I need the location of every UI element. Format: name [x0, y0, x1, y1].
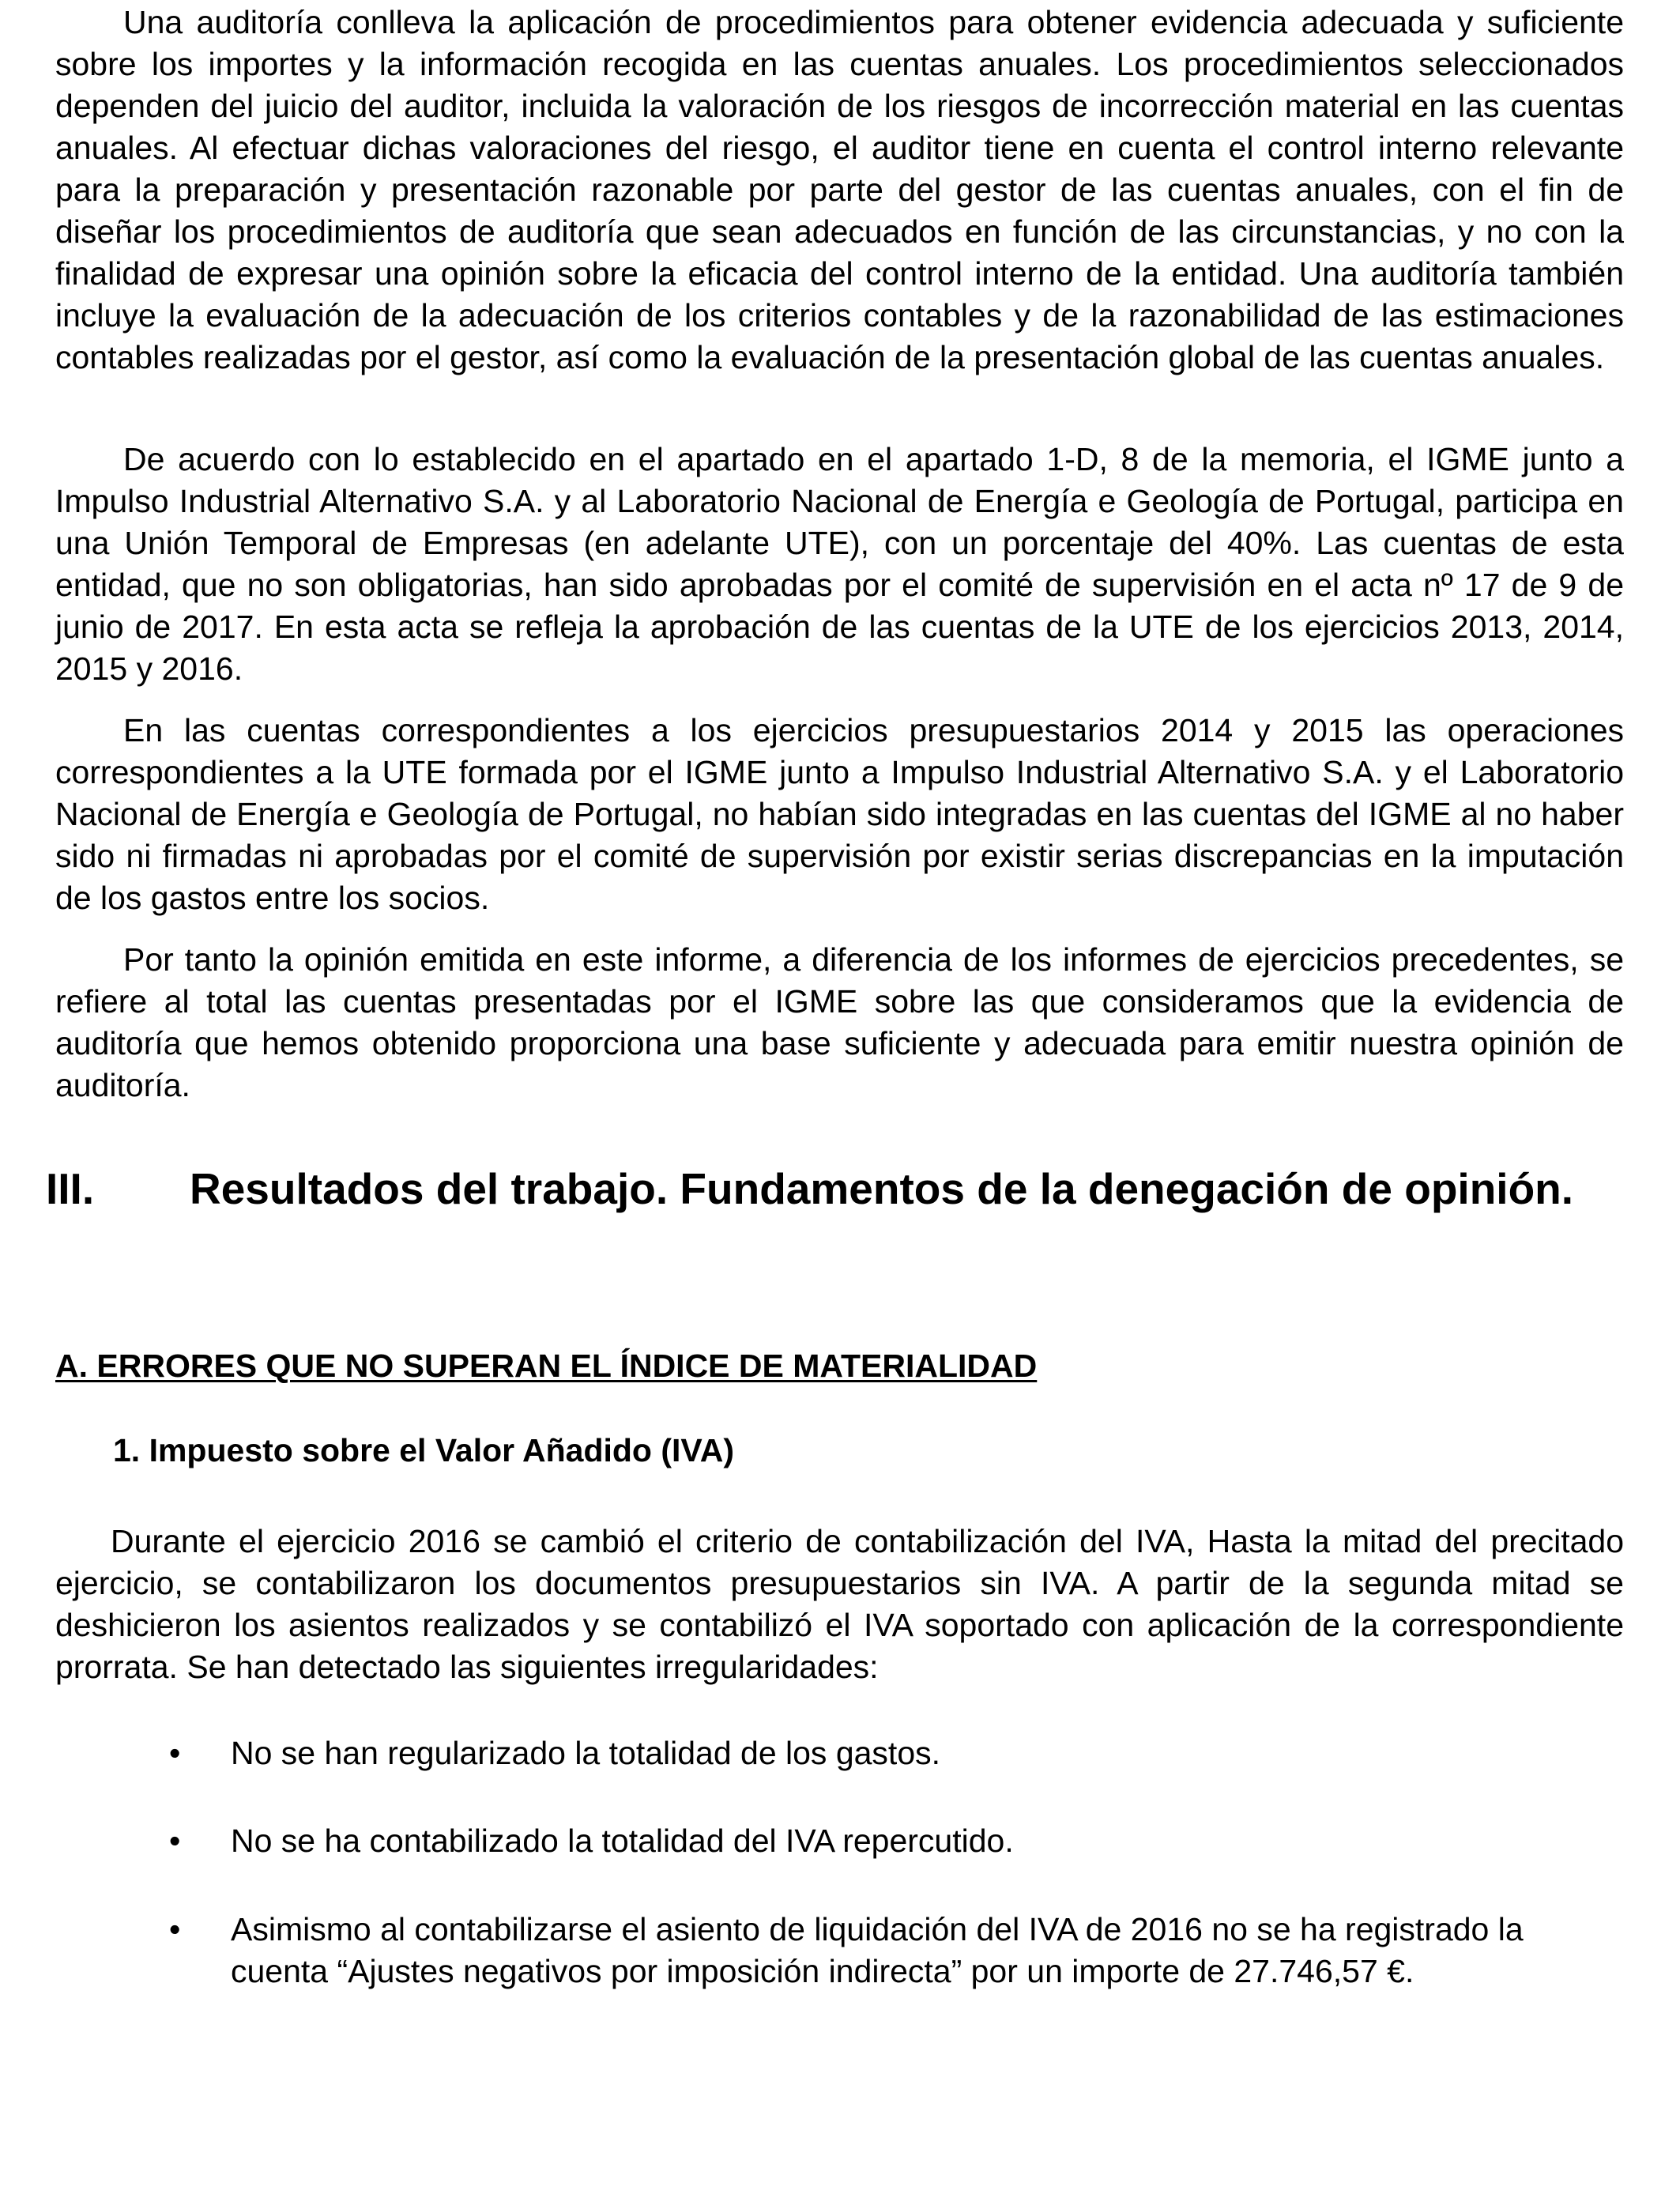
bullet-icon: •	[169, 1735, 181, 1771]
paragraph-opinion-scope: Por tanto la opinión emitida en este informe, a diferencia de los informes de ejercicios precedentes, se refiere al total las cuentas presentadas por el IGME sobre las que consideramos que la evidencia de auditoría que hemos obtenido proporciona una base suficiente y adecuada para emitir nuestra opinión de auditoría.	[55, 941, 1624, 1103]
paragraph-iva-criteria: Durante el ejercicio 2016 se cambió el criterio de contabilización del IVA, Hasta la mitad del precitado ejercicio, se contabilizaron los documentos presupuestarios sin IVA. A partir de la segunda mitad se deshicieron los asientos realizados y se contabilizó el IVA soportado con aplicación de la correspondiente prorrata. Se han detectado las siguientes irregularidades:	[55, 1523, 1624, 1685]
subsection-heading-iva: 1. Impuesto sobre el Valor Añadido (IVA)	[113, 1432, 734, 1468]
bullet-icon: •	[169, 1911, 181, 1947]
list-item-text: No se han regularizado la totalidad de los gastos.	[231, 1735, 941, 1771]
paragraph-ute-participation: De acuerdo con lo establecido en el apartado en el apartado 1-D, 8 de la memoria, el IGME junto a Impulso Industrial Alternativo S.A. y al Laboratorio Nacional de Energía e Geología de Portugal, participa en una Unión Temporal de Empresas (en adelante UTE), con un porcentaje del 40%. Las cuentas de esta entidad, que no son obligatorias, han sido aprobadas por el comité de supervisión en el acta nº 17 de 9 de junio de 2017. En esta acta se refleja la aprobación de las cuentas de la UTE de los ejercicios 2013, 2014, 2015 y 2016.	[55, 441, 1624, 687]
subsection-heading-errors: A. ERRORES QUE NO SUPERAN EL ÍNDICE DE MATERIALIDAD	[55, 1348, 1038, 1384]
paragraph-audit-procedures: Una auditoría conlleva la aplicación de procedimientos para obtener evidencia adecuada y suficiente sobre los importes y la información recogida en las cuentas anuales. Los procedimientos seleccionados dependen del juicio del auditor, incluida la valoración de los riesgos de incorrección material en las cuentas anuales. Al efectuar dichas valoraciones del riesgo, el auditor tiene en cuenta el control interno relevante para la preparación y presentación razonable por parte del gestor de las cuentas anuales, con el fin de diseñar los procedimientos de auditoría que sean adecuados en función de las circunstancias, y no con la finalidad de expresar una opinión sobre la eficacia del control interno de la entidad. Una auditoría también incluye la evaluación de la adecuación de los criterios contables y de la razonabilidad de las estimaciones contables realizadas por el gestor, así como la evaluación de la presentación global de las cuentas anuales.	[55, 4, 1624, 375]
list-item-text: No se ha contabilizado la totalidad del IVA repercutido.	[231, 1823, 1014, 1859]
section-number: III.	[46, 1164, 95, 1213]
bullet-icon: •	[169, 1823, 181, 1859]
list-item-text: Asimismo al contabilizarse el asiento de liquidación del IVA de 2016 no se ha registrado la cuenta “Ajustes negativos por imposición indirecta” por un importe de 27.746,57 €.	[231, 1911, 1524, 1989]
paragraph-ute-discrepancies: En las cuentas correspondientes a los ejercicios presupuestarios 2014 y 2015 las operaciones correspondientes a la UTE formada por el IGME junto a Impulso Industrial Alternativo S.A. y el Laboratorio Nacional de Energía e Geología de Portugal, no habían sido integradas en las cuentas del IGME al no haber sido ni firmadas ni aprobadas por el comité de supervisión por existir serias discrepancias en la imputación de los gastos entre los socios.	[55, 712, 1624, 916]
section-heading	[46, 1162, 1626, 1216]
section-title: Resultados del trabajo. Fundamentos de la denegación de opinión.	[190, 1164, 1574, 1213]
